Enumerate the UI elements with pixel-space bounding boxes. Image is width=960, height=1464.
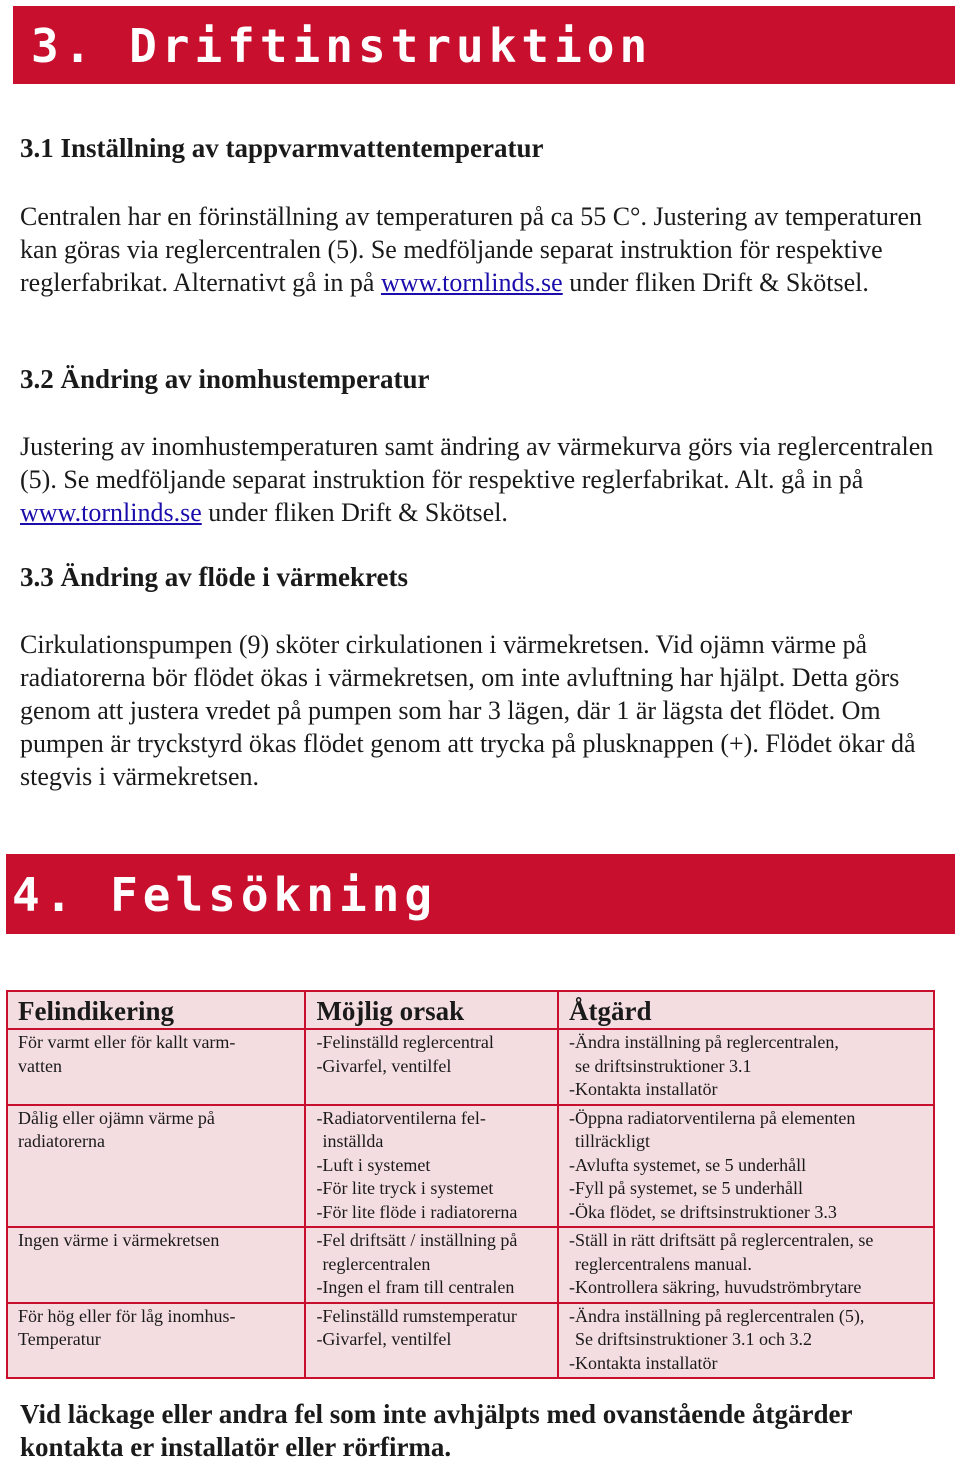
troubleshooting-table [6, 990, 935, 1379]
cell-line: -Luft i systemet [316, 1154, 431, 1175]
cell-line: Dålig eller ojämn värme på [18, 1107, 215, 1128]
paragraph-3-2-text: Justering av inomhustemperaturen samt ändring av värmekurva görs via reglercentralen (5). Se medföljande separat instruktion för respektive reglerfabrikat. Alt. gå in på [20, 432, 934, 494]
cell-cause [305, 1029, 558, 1105]
cell-cause [305, 1303, 558, 1379]
cell-action [558, 1029, 934, 1105]
cell-line: -Fel driftsätt / inställning på [316, 1230, 518, 1250]
header-cause: Möjlig orsak [305, 991, 558, 1029]
cell-line: Temperatur [18, 1329, 101, 1349]
cell-line: -För lite tryck i systemet [316, 1178, 494, 1198]
cell-line: reglercentralens manual. [574, 1253, 752, 1274]
cell-line: -Öka flödet, se driftsinstruktioner 3.3 [568, 1201, 837, 1222]
cell-line: -Öppna radiatorventilerna på elementen [568, 1107, 856, 1128]
table-header-row [7, 991, 934, 1029]
cell-symptom [7, 1105, 305, 1228]
paragraph-3-2-tail: under fliken Drift & Skötsel. [201, 498, 508, 527]
section-4-title: 4. Felsökning [6, 854, 955, 934]
cell-line: se driftsinstruktioner 3.1 [574, 1055, 752, 1076]
cell-line: -Kontakta installatör [568, 1352, 718, 1373]
cell-line: Ingen värme i värmekretsen [18, 1230, 220, 1250]
cell-line: -Kontrollera säkring, huvudströmbrytare [568, 1277, 862, 1297]
header-action: Åtgärd [558, 991, 934, 1029]
header-symptom: Felindikering [7, 991, 305, 1029]
cell-line: -Givarfel, ventilfel [316, 1329, 452, 1349]
cell-line: -För lite flöde i radiatorerna [316, 1201, 518, 1222]
cell-cause [305, 1227, 558, 1303]
paragraph-3-1 [20, 200, 940, 299]
cell-line: radiatorerna [18, 1131, 105, 1151]
cell-line: inställda [322, 1131, 384, 1151]
cell-line: Se driftsinstruktioner 3.1 och 3.2 [574, 1329, 812, 1349]
cell-line: -Avlufta systemet, se 5 underhåll [568, 1154, 807, 1175]
table-row [7, 1227, 934, 1303]
cell-line: -Givarfel, ventilfel [316, 1055, 452, 1076]
cell-line: -Radiatorventilerna fel- [316, 1107, 486, 1128]
cell-line: -Kontakta installatör [568, 1079, 718, 1099]
cell-line: -Felinställd rumstemperatur [316, 1305, 517, 1326]
table-row [7, 1105, 934, 1228]
paragraph-3-1-text: Centralen har en förinställning av temperaturen på ca 55 C°. Justering av temperaturen kan göras via reglercentralen (5). Se medföljande separat instruktion för respektive reglerfabrikat. Alternativt gå in på [20, 202, 923, 297]
cell-line: vatten [18, 1055, 62, 1076]
cell-symptom [7, 1303, 305, 1379]
footer-note: Vid läckage eller andra fel som inte avhjälpts med ovanstående åtgärder kontakta er installatör eller rörfirma. [20, 1399, 852, 1462]
paragraph-3-3: Cirkulationspumpen (9) sköter cirkulationen i värmekretsen. Vid ojämn värme på radiatorerna bör flödet ökas i värmekretsen, om inte avluftning har hjälpt. Detta görs genom att justera vredet på pumpen som har 3 lägen, där 1 är lägsta det flödet. Om pumpen är tryckstyrd ökas flödet genom att trycka på plusknappen (+). Flödet ökar då stegvis i värmekretsen. [20, 630, 916, 791]
cell-line: reglercentralen [322, 1253, 431, 1274]
heading-3-3: 3.3 Ändring av flöde i värmekrets [20, 562, 408, 592]
cell-line: tillräckligt [574, 1131, 650, 1151]
cell-action [558, 1227, 934, 1303]
cell-line: För hög eller för låg inomhus- [18, 1305, 236, 1326]
paragraph-3-1-tail: under fliken Drift & Skötsel. [562, 268, 869, 297]
cell-line: -Ändra inställning på reglercentralen (5), [568, 1305, 865, 1326]
section-3-title: 3. Driftinstruktion [13, 6, 955, 84]
tornlinds-link-1[interactable]: www.tornlinds.se [380, 268, 563, 297]
cell-line: -Ändra inställning på reglercentralen, [568, 1032, 839, 1052]
cell-action [558, 1303, 934, 1379]
paragraph-3-2 [20, 430, 940, 529]
heading-3-1: 3.1 Inställning av tappvarmvattentemperatur [20, 133, 544, 163]
cell-symptom [7, 1029, 305, 1105]
table-row [7, 1029, 934, 1105]
tornlinds-link-2[interactable]: www.tornlinds.se [20, 498, 202, 527]
cell-action [558, 1105, 934, 1228]
cell-line: -Fyll på systemet, se 5 underhåll [568, 1178, 803, 1198]
cell-symptom [7, 1227, 305, 1303]
cell-line: -Felinställd reglercentral [316, 1032, 494, 1052]
cell-line: För varmt eller för kallt varm- [18, 1032, 236, 1052]
table-row [7, 1303, 934, 1379]
heading-3-2: 3.2 Ändring av inomhustemperatur [20, 364, 430, 394]
cell-line: -Ställ in rätt driftsätt på reglercentralen, se [568, 1230, 874, 1250]
cell-line: -Ingen el fram till centralen [316, 1277, 515, 1297]
cell-cause [305, 1105, 558, 1228]
